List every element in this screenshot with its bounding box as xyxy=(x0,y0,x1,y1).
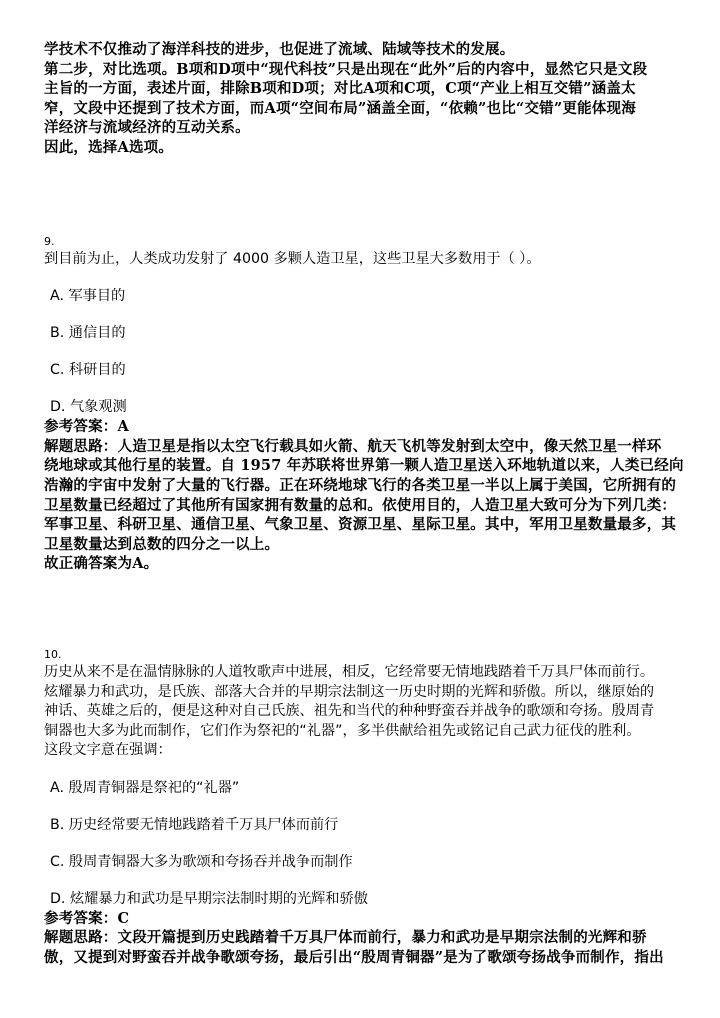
page xyxy=(44,40,684,968)
analysis-line: 卫星数量达到总数的四分之一以上。 xyxy=(44,535,280,553)
analysis-line: 军事卫星、科研卫星、通信卫星、气象卫星、资源卫星、星际卫星。其中，军用卫星数量最多，其 xyxy=(44,516,677,534)
prev-analysis xyxy=(44,40,676,158)
option-b: B. 历史经常要无情地践踏着千万具尸体而前行 xyxy=(50,816,339,833)
analysis-line: 故正确答案为A。 xyxy=(44,555,159,573)
prev-analysis-line: 第二步，对比选项。B项和D项中“现代科技”只是出现在“此外”后的内容中，显然它只是文段 xyxy=(44,60,648,78)
question-number: 10. xyxy=(44,647,62,661)
prev-analysis-line: 洋经济与流域经济的互动关系。 xyxy=(44,119,250,137)
analysis-line: 解题思路：文段开篇提到历史践踏着千万具尸体而前行，暴力和武功是早期宗法制的光辉和骄 xyxy=(44,929,647,947)
answer: 参考答案：C xyxy=(44,909,130,927)
prev-analysis-line: 窄，文段中还提到了技术方面，而A项“空间布局”涵盖全面，“依赖”也比“交错”更能体现海 xyxy=(44,99,636,117)
question-stem-line: 历史从来不是在温情脉脉的人道牧歌声中进展，相反，它经常要无情地践踏着千万具尸体而前行。 xyxy=(44,663,655,680)
option-d: D. 气象观测 xyxy=(50,399,127,416)
option-c: C. 科研目的 xyxy=(50,362,126,379)
option-a: A. 军事目的 xyxy=(50,288,126,305)
analysis-line: 卫星数量已经超过了其他所有国家拥有数量的总和。依使用目的，人造卫星大致可分为下列几类： xyxy=(44,496,677,514)
option-b: B. 通信目的 xyxy=(50,325,126,342)
option-d: D. 炫耀暴力和武功是早期宗法制时期的光辉和骄傲 xyxy=(50,890,368,907)
option-a: A. 殷周青铜器是祭祀的“礼器” xyxy=(50,779,240,796)
analysis-line: 浩瀚的宇宙中发射了大量的飞行器。正在环绕地球飞行的各类卫星一半以上属于美国，它所拥有的 xyxy=(44,476,677,494)
question-9 xyxy=(44,234,684,574)
question-stem-line: 铜器也大多为此而制作，它们作为祭祀的“礼器”，多半供献给祖先或铭记自己武力征伐的胜利。 xyxy=(44,722,641,739)
prev-analysis-line: 因此，选择A选项。 xyxy=(44,138,174,156)
analysis-line: 傲，又提到对野蛮吞并战争歌颂夸扬，最后引出“殷周青铜器”是为了歌颂夸扬战争而制作，指出 xyxy=(44,949,664,967)
question-number: 9. xyxy=(44,234,55,248)
prev-analysis-line: 学技术不仅推动了海洋科技的进步，也促进了流域、陆域等技术的发展。 xyxy=(44,41,515,58)
question-stem-line: 这段文字意在强调： xyxy=(44,742,172,759)
question-stem-line: 炫耀暴力和武功，是氏族、部落大合并的早期宗法制这一历史时期的光辉和骄傲。所以，继原始的 xyxy=(44,683,655,700)
option-c: C. 殷周青铜器大多为歌颂和夸扬吞并战争而制作 xyxy=(50,853,353,870)
question-stem-line: 神话、英雄之后的，便是这种对自己氏族、祖先和当代的种种野蛮吞并战争的歌颂和夸扬。殷周青 xyxy=(44,703,655,720)
analysis-line: 绕地球或其他行星的装置。自 1957 年苏联将世界第一颗人造卫星送入环地轨道以来，人类已经向 xyxy=(44,457,684,475)
prev-analysis-line: 主旨的一方面，表述片面，排除B项和D项；对比A项和C项，C项“产业上相互交错”涵盖太 xyxy=(44,80,636,98)
question-stem: 到目前为止，人类成功发射了 4000 多颗人造卫星，这些卫星大多数用于（ ）。 xyxy=(44,250,541,267)
analysis-line: 解题思路：人造卫星是指以太空飞行载具如火箭、航天飞机等发射到太空中，像天然卫星一样环 xyxy=(44,437,662,455)
question-10 xyxy=(44,648,676,968)
answer: 参考答案：A xyxy=(44,418,129,436)
